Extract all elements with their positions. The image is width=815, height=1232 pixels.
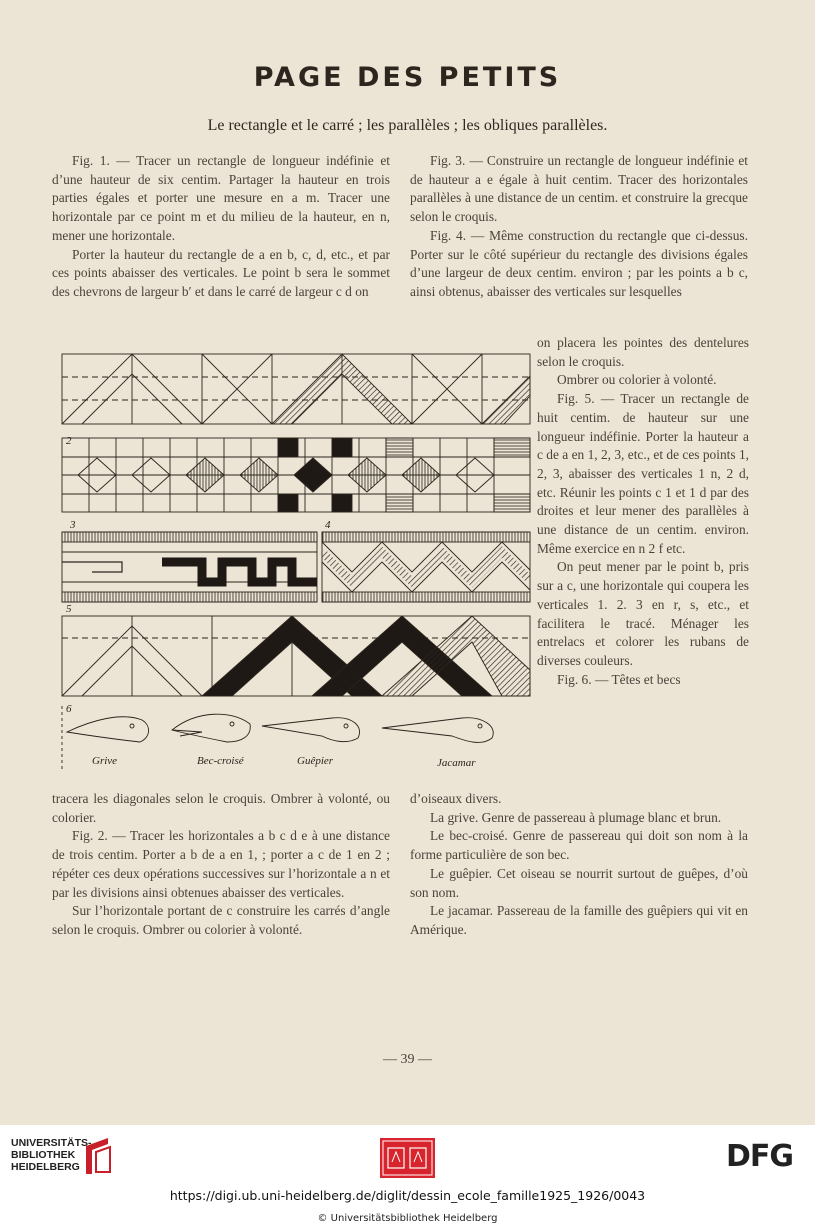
bird-label-guepier: Guêpier [297, 755, 334, 767]
fig4-zigzag-band [322, 532, 530, 602]
right-column-top [410, 152, 748, 302]
paragraph: Sur l’horizontale portant de c construire les carrés d’angle selon le croquis. Ombrer ou colorier à volonté. [52, 903, 390, 937]
paragraph: Le bec-croisé. Genre de passereau qui doit son nom à la forme particulière de son bec. [410, 828, 748, 863]
page-title: PAGE DES PETITS [253, 62, 562, 93]
page-url-link[interactable]: https://digi.ub.uni-heidelberg.de/diglit/dessin_ecole_famille1925_1926/0043 [169, 1188, 646, 1203]
library-line: BIBLIOTHEK [11, 1149, 76, 1161]
library-line: HEIDELBERG [11, 1161, 80, 1173]
fig-number: 5 [66, 603, 72, 615]
paragraph: La grive. Genre de passereau à plumage blanc et brun. [430, 809, 722, 825]
paragraph: on placera les pointes des dentelures selon le croquis. [537, 335, 749, 369]
right-column-beside-figure [537, 334, 749, 689]
fig-number: 4 [325, 519, 331, 531]
paragraph: Ombrer ou colorier à volonté. [557, 372, 717, 388]
bird-label-grive: Grive [92, 755, 118, 767]
fig2-diamond-band [62, 438, 530, 512]
paragraph: Fig. 4. — Même construction du rectangle que ci-dessus. Porter sur le côté supérieur du rectangle des divisions égales d’une largeur de deux centim. environ ; par les points a b c, ainsi obtenus, abaisser des verticales sur lesquelles [410, 227, 748, 299]
dfg-logo: DFG [726, 1139, 794, 1174]
paragraph: Fig. 5. — Tracer un rectangle de huit centim. de hauteur sur une longueur indéfinie. Porter la hauteur a c de a en 1, 2, 3, etc., et de ces points 1, 2, 3, abaisser des verticales 1 n, 2 d, etc. Réunir les points c 1 et 1 d par des droites et leur mener des parallèles à une distance de un centim. environ. Même exercice en n 2 f etc. [537, 391, 749, 556]
paragraph: Fig. 6. — Têtes et becs [557, 671, 681, 687]
fig5-ribbon-band [62, 616, 530, 696]
paragraph: d’oiseaux divers. [410, 791, 502, 806]
fig3-greek-key-band [62, 532, 317, 602]
paragraph: Le jacamar. Passereau de la famille des guêpiers qui vit en Amérique. [410, 903, 748, 937]
paragraph: Fig. 3. — Construire un rectangle de longueur indéfinie et de hauteur a e égale à huit centim. Tracer des horizontales parallèles à une distance de un centim. et construire la grecque selon le croquis. [410, 153, 748, 225]
page-subtitle: Le rectangle et le carré ; les parallèles ; les obliques parallèles. [207, 117, 608, 134]
geometric-drawing-figure [52, 340, 534, 780]
page-number: — 39 — [383, 1052, 432, 1067]
paragraph: On peut mener par le point b, pris sur a c, une horizontale qui coupera les verticales 1. 2. 3 en r, s, etc., et facilitera le tracé. Ménager les entrelacs et colorer les rubans de diverses couleurs. [537, 559, 749, 668]
library-name [11, 1137, 92, 1173]
bird-label-bec-croise: Bec-croisé [197, 755, 244, 767]
fig-number: 6 [66, 703, 72, 715]
library-logo-icon [82, 1136, 114, 1176]
bird-label-jacamar: Jacamar [437, 757, 476, 769]
paragraph: Porter la hauteur du rectangle de a en b, c, d, etc., et par ces points abaisser des verticales. Le point b sera le sommet des chevrons de largeur b′ et dans le carré de largeur c d on [52, 246, 390, 299]
paragraph: tracera les diagonales selon le croquis. Ombrer à volonté, ou colorier. [52, 791, 390, 825]
fig1-chevron-band [62, 354, 530, 424]
left-column-bottom [52, 790, 390, 940]
paragraph: Fig. 2. — Tracer les horizontales a b c d e à une distance de trois centim. Porter a b de a en 1, ; porter a c de 1 en 2 ; répéter ces deux opérations successives sur l’horizontale a n et par les divisions ainsi obtenues abaisser des verticales. [52, 828, 390, 900]
fig-number: 3 [70, 519, 76, 531]
fig6-bird-heads [62, 706, 493, 770]
digitization-stamp-icon [380, 1138, 435, 1178]
right-column-bottom [410, 790, 748, 940]
left-column-top [52, 152, 390, 302]
library-line: UNIVERSITÄTS- [11, 1137, 92, 1149]
fig-number: 2 [66, 435, 72, 447]
paragraph: Fig. 1. — Tracer un rectangle de longueur indéfinie et d’une hauteur de six centim. Partager la hauteur en trois parties égales et porter une mesure en a m. Tracer une horizontale par ce point m et du milieu de la hauteur, en n, mener une horizontale. [52, 153, 390, 243]
paragraph: Le guêpier. Cet oiseau se nourrit surtout de guêpes, d’où son nom. [410, 865, 748, 900]
copyright-notice: © Universitätsbibliothek Heidelberg [317, 1213, 498, 1224]
